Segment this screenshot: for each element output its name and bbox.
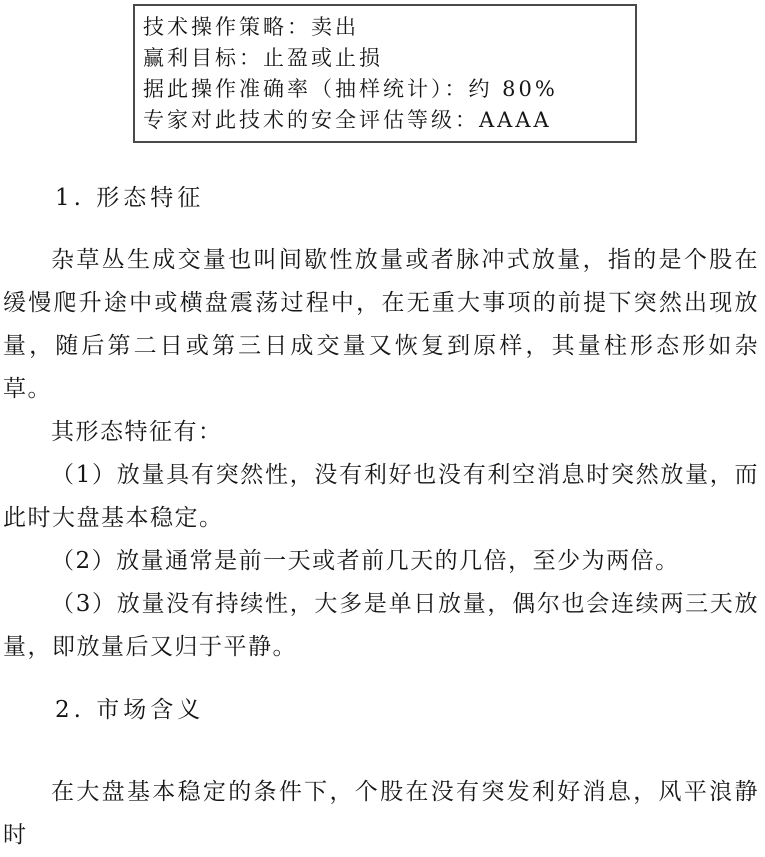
strategy-line: 技术操作策略：卖出 <box>143 15 359 39</box>
accuracy-line: 据此操作准确率（抽样统计）：约 80% <box>143 77 558 101</box>
paragraph-features-lead: 其形态特征有： <box>51 419 223 445</box>
document-page <box>0 4 765 848</box>
paragraph-feature-2: （2）放量通常是前一天或者前几天的几倍，至少为两倍。 <box>51 548 680 574</box>
safety-rating-line: 专家对此技术的安全评估等级：AAAA <box>143 108 552 132</box>
section-heading-morphology: 1. 形态特征 <box>55 185 205 211</box>
paragraph-feature-3: （3）放量没有持续性，大多是单日放量，偶尔也会连续两三天放量，即放量后又归于平静。 <box>3 591 759 660</box>
section-heading-market-meaning: 2. 市场含义 <box>55 697 205 723</box>
paragraph-market-meaning: 在大盘基本稳定的条件下，个股在没有突发利好消息，风平浪静时 <box>3 779 759 848</box>
strategy-info-box <box>133 4 637 143</box>
paragraph-morphology-intro: 杂草丛生成交量也叫间歇性放量或者脉冲式放量，指的是个股在缓慢爬升途中或横盘震荡过程中，在无重大事项的前提下突然出现放量，随后第二日或第三日成交量又恢复到原样，其量柱形态形如杂草。 <box>3 247 759 402</box>
paragraph-feature-1: （1）放量具有突然性，没有利好也没有利空消息时突然放量，而此时大盘基本稳定。 <box>3 462 759 531</box>
document-body <box>0 183 765 857</box>
profit-target-line: 赢利目标：止盈或止损 <box>143 46 383 70</box>
